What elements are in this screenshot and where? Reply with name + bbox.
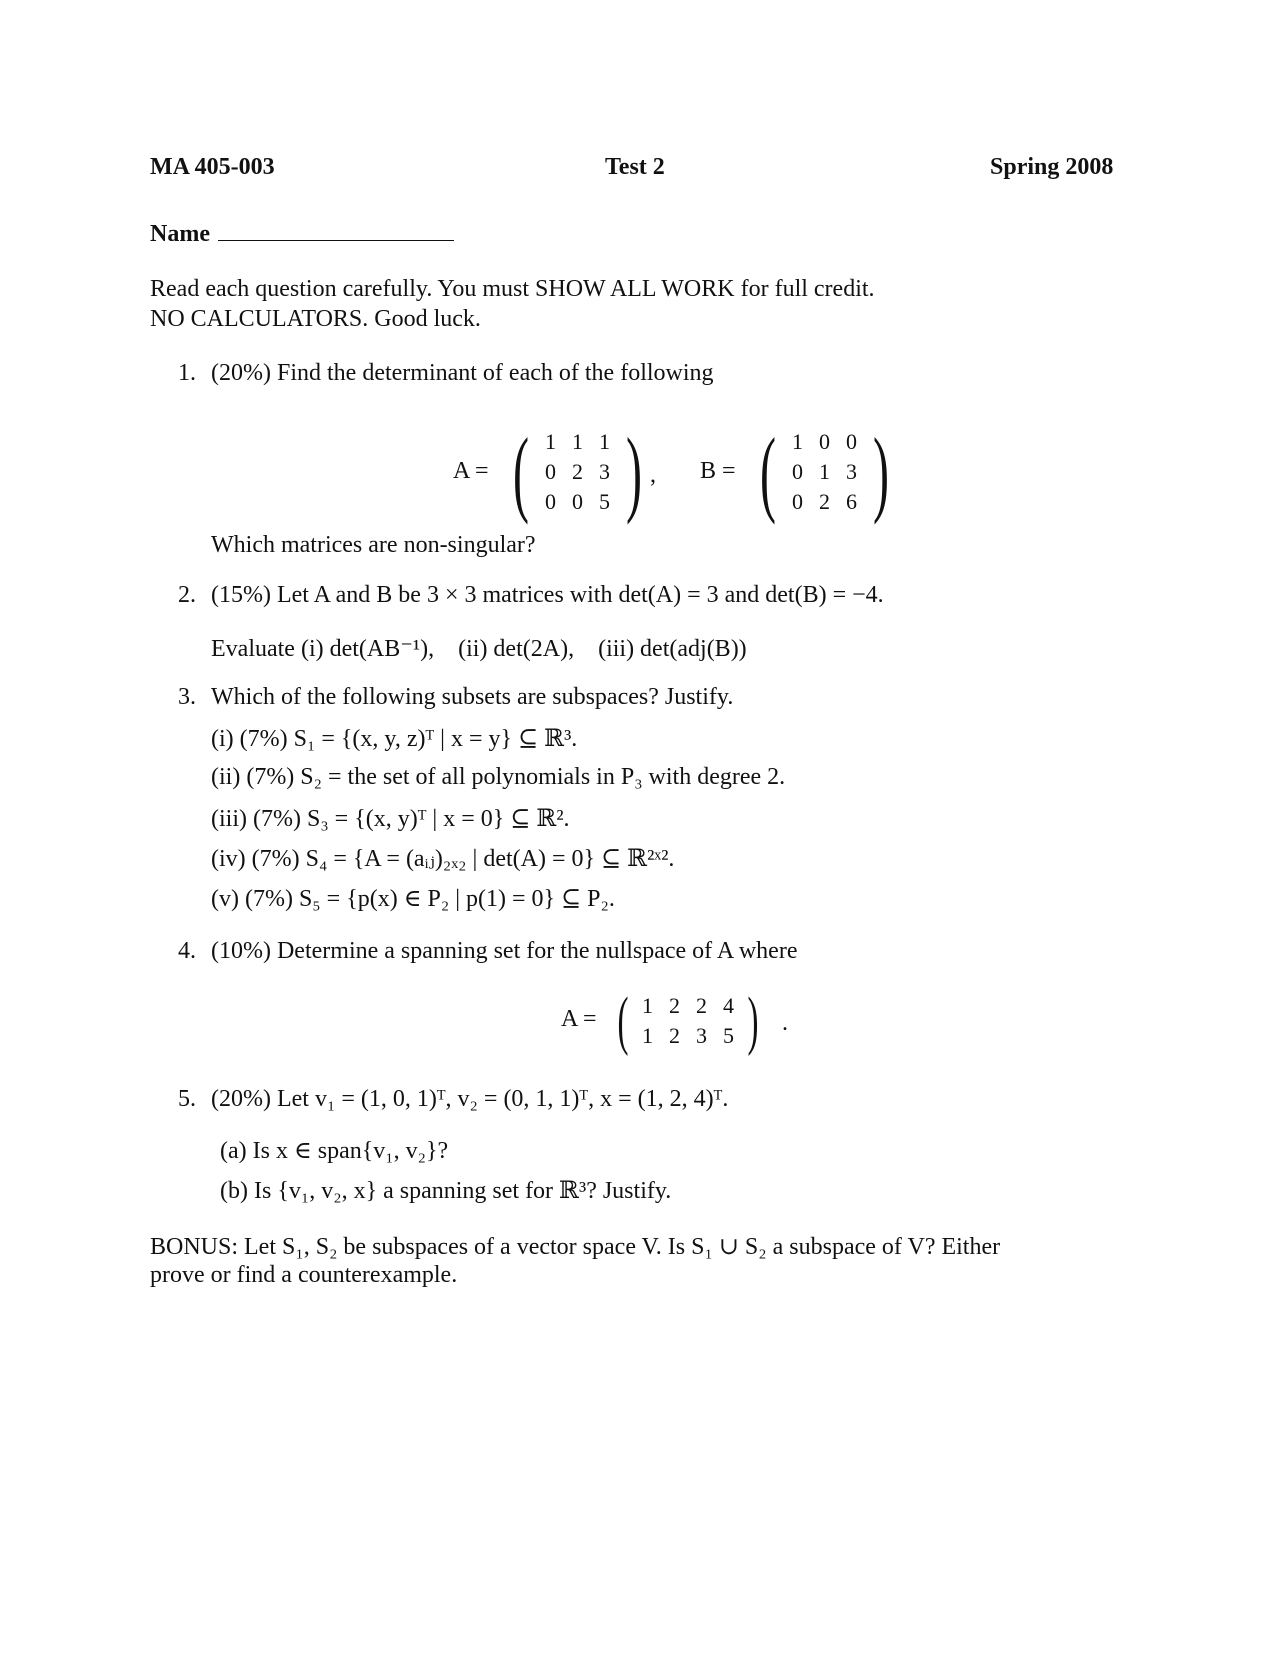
q4-matrix-label: A = [561, 1006, 597, 1032]
q3-part-v: (v) (7%) S₅ = {p(x) ∈ P₂ | p(1) = 0} ⊆ P₂. [211, 886, 615, 912]
cell: 1 [598, 429, 610, 454]
q2-number: 2. [178, 582, 196, 608]
cell: 0 [791, 489, 803, 514]
period: . [782, 1010, 788, 1036]
q4-number: 4. [178, 938, 196, 964]
comma: , [650, 462, 656, 488]
cell: 4 [722, 993, 734, 1018]
cell: 2 [571, 459, 583, 484]
name-label: Name [150, 221, 210, 247]
cell: 1 [791, 429, 803, 454]
right-paren: ) [747, 984, 759, 1057]
cell: 0 [818, 429, 830, 454]
q3-number: 3. [178, 684, 196, 710]
cell: 1 [641, 1023, 653, 1048]
bonus-line-2: prove or find a counterexample. [150, 1262, 458, 1288]
cell: 0 [544, 459, 556, 484]
name-field[interactable] [150, 218, 454, 248]
right-paren: ) [625, 418, 642, 525]
left-paren: ( [512, 418, 529, 525]
term: Spring 2008 [990, 154, 1114, 180]
q3-part-i: (i) (7%) S₁ = {(x, y, z)ᵀ | x = y} ⊆ ℝ³. [211, 726, 578, 752]
q1-matrix-a [505, 418, 650, 525]
cell: 0 [791, 459, 803, 484]
cell: 5 [598, 489, 610, 514]
cell: 2 [818, 489, 830, 514]
cell: 0 [845, 429, 857, 454]
q1-number: 1. [178, 360, 196, 386]
cell: 5 [722, 1023, 734, 1048]
instructions-line-2: NO CALCULATORS. Good luck. [150, 306, 481, 332]
q2-text: (15%) Let A and B be 3 × 3 matrices with det(A) = 3 and det(B) = −4. [211, 582, 884, 608]
cell: 3 [695, 1023, 707, 1048]
q5-part-a: (a) Is x ∈ span{v₁, v₂}? [220, 1138, 449, 1164]
q4-matrix-table [634, 991, 742, 1051]
cell: 3 [845, 459, 857, 484]
q4-matrix [612, 984, 764, 1057]
instructions-line-1: Read each question carefully. You must SHOW ALL WORK for full credit. [150, 276, 875, 302]
q5-text: (20%) Let v₁ = (1, 0, 1)ᵀ, v₂ = (0, 1, 1)ᵀ, x = (1, 2, 4)ᵀ. [211, 1086, 729, 1112]
q3-part-ii: (ii) (7%) S₂ = the set of all polynomials in P₃ with degree 2. [211, 764, 786, 790]
cell: 2 [668, 1023, 680, 1048]
q5-part-b: (b) Is {v₁, v₂, x} a spanning set for ℝ³? Justify. [220, 1178, 672, 1204]
matrix-b-table [784, 427, 865, 517]
q3-text: Which of the following subsets are subspaces? Justify. [211, 684, 734, 710]
q1-text: (20%) Find the determinant of each of the following [211, 360, 714, 386]
cell: 1 [571, 429, 583, 454]
cell: 0 [544, 489, 556, 514]
cell: 3 [598, 459, 610, 484]
q5-number: 5. [178, 1086, 196, 1112]
q3-part-iv: (iv) (7%) S₄ = {A = (aᵢⱼ)₂ₓ₂ | det(A) = 0} ⊆ ℝ²ˣ². [211, 846, 675, 872]
cell: 1 [544, 429, 556, 454]
course-number: MA 405-003 [150, 154, 275, 180]
q1-matrix-b [752, 418, 897, 525]
cell: 1 [818, 459, 830, 484]
matrix-a-table [537, 427, 618, 517]
q2-evaluate: Evaluate (i) det(AB⁻¹), (ii) det(2A), (iii) det(adj(B)) [211, 636, 747, 662]
cell: 2 [668, 993, 680, 1018]
test-title: Test 2 [605, 154, 665, 180]
left-paren: ( [617, 984, 629, 1057]
cell: 0 [571, 489, 583, 514]
left-paren: ( [759, 418, 776, 525]
name-blank[interactable] [218, 218, 454, 241]
bonus-line-1: BONUS: Let S₁, S₂ be subspaces of a vector space V. Is S₁ ∪ S₂ a subspace of V? Either [150, 1234, 1001, 1260]
right-paren: ) [872, 418, 889, 525]
q1-matrix-b-label: B = [700, 458, 736, 484]
cell: 2 [695, 993, 707, 1018]
cell: 6 [845, 489, 857, 514]
q4-text: (10%) Determine a spanning set for the nullspace of A where [211, 938, 798, 964]
q3-part-iii: (iii) (7%) S₃ = {(x, y)ᵀ | x = 0} ⊆ ℝ². [211, 806, 570, 832]
q1-followup: Which matrices are non-singular? [211, 532, 536, 558]
cell: 1 [641, 993, 653, 1018]
q1-matrix-a-label: A = [453, 458, 489, 484]
